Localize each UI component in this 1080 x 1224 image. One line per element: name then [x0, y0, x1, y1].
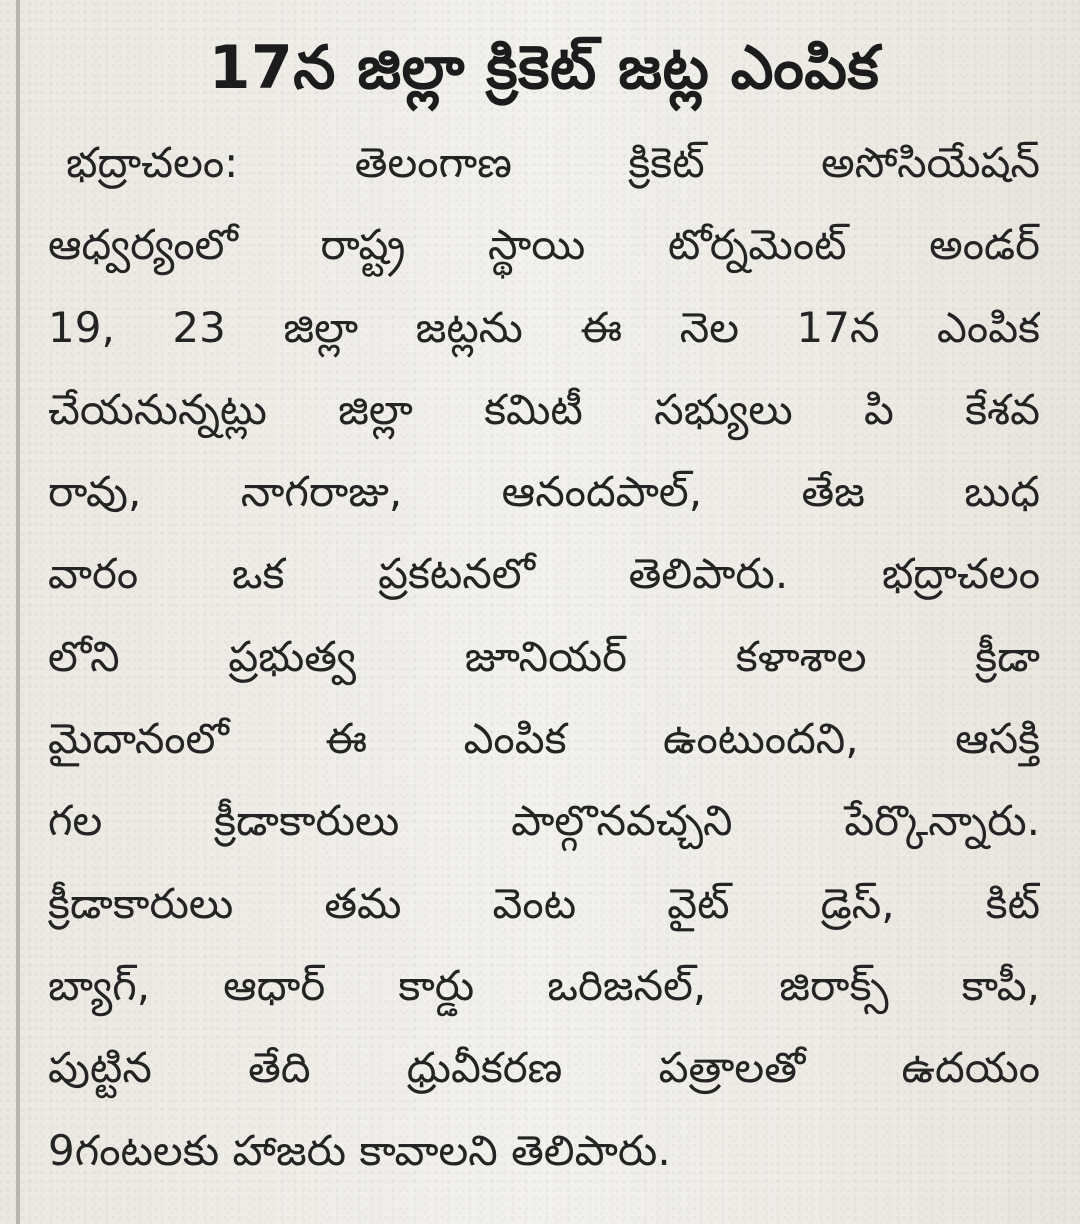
- body-line: భద్రాచలం: తెలంగాణ క్రికెట్ అసోసియేషన్: [66, 138, 1040, 187]
- body-line: వారం ఒక ప్రకటనలో తెలిపారు. భద్రాచలం: [48, 549, 1040, 599]
- article-headline: 17న జిల్లా క్రికెట్ జట్ల ఎంపిక: [208, 33, 880, 103]
- body-line: 9గంటలకు హాజరు కావాలని తెలిపారు.: [48, 1125, 671, 1175]
- body-line: బ్యాగ్, ఆధార్ కార్డు ఒరిజనల్, జిరాక్స్ కాపీ,: [48, 960, 1040, 1010]
- body-line: క్రీడాకారులు తమ వెంట వైట్ డ్రెస్, కిట్: [48, 878, 1040, 928]
- body-line: చేయనున్నట్లు జిల్లా కమిటీ సభ్యులు పి కేశవ: [48, 384, 1040, 434]
- body-line: లోని ప్రభుత్వ జూనియర్ కళాశాల క్రీడా: [48, 631, 1040, 681]
- column-divider: [16, 0, 20, 1224]
- body-line: 19, 23 జిల్లా జట్లను ఈ నెల 17న ఎంపిక: [48, 302, 1040, 352]
- body-line: గల క్రీడాకారులు పాల్గొనవచ్చని పేర్కొన్నారు.: [48, 796, 1040, 846]
- body-line: మైదానంలో ఈ ఎంపిక ఉంటుందని, ఆసక్తి: [48, 714, 1040, 764]
- body-line: ఆధ్వర్యంలో రాష్ట్ర స్థాయి టోర్నమెంట్ అండర్: [48, 220, 1040, 270]
- article-body: [48, 122, 1040, 1192]
- body-line: పుట్టిన తేది ధ్రువీకరణ పత్రాలతో ఉదయం: [48, 1043, 1040, 1093]
- body-line: రావు, నాగరాజు, ఆనందపాల్, తేజ బుధ: [48, 467, 1040, 517]
